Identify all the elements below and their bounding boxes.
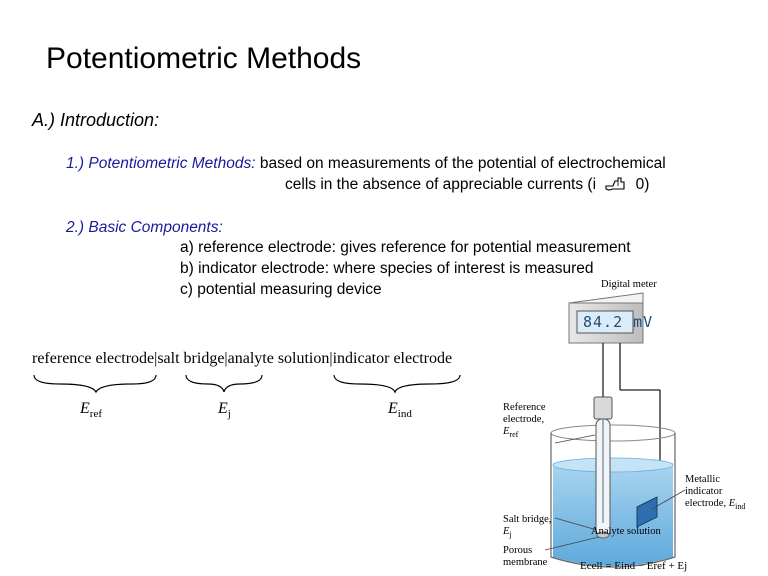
- term-eind: $E_{ind}$: [388, 400, 412, 421]
- component-b: b) indicator electrode: where species of interest is measured: [180, 260, 594, 277]
- porous-membrane-label: Porous membrane: [503, 545, 548, 568]
- meter-reading: 84.2 mV: [583, 313, 654, 331]
- section-heading: A.) Introduction:: [32, 110, 160, 130]
- point-1-label: 1.) Potentiometric Methods:: [66, 155, 256, 172]
- notation-braces: [30, 372, 470, 396]
- point-1: [66, 155, 666, 173]
- meter-label: Digital meter: [601, 279, 657, 290]
- point-1-text: based on measurements of the potential of electrochemical: [259, 155, 666, 172]
- reference-label: Reference electrode, $E_{ref}$: [503, 402, 546, 440]
- slide-title: Potentiometric Methods: [46, 42, 362, 75]
- term-ej: $E_j$: [218, 400, 231, 421]
- analyte-label: Analyte solution: [591, 526, 661, 537]
- point-1-text-end: 0): [635, 176, 650, 193]
- component-a: a) reference electrode: gives reference for potential measurement: [180, 239, 631, 256]
- indicator-label: Metallic indicator electrode, $E_{ind}$: [685, 474, 746, 512]
- point-1-text-line2: cells in the absence of appreciable currents (i: [285, 176, 597, 193]
- cell-notation: reference electrode|salt bridge|analyte solution|indicator electrode: [32, 350, 453, 367]
- cell-equation: Ecell = Eind − Eref + Ej: [580, 560, 688, 572]
- point-1-continued: [285, 176, 649, 194]
- component-c: c) potential measuring device: [180, 281, 382, 298]
- salt-bridge-label: Salt bridge, $E_j$: [503, 514, 552, 540]
- hand-pointer-icon: [604, 176, 628, 192]
- term-eref: $E_{ref}$: [80, 400, 102, 421]
- reference-electrode: [594, 397, 612, 538]
- point-2-label: 2.) Basic Components:: [66, 219, 223, 236]
